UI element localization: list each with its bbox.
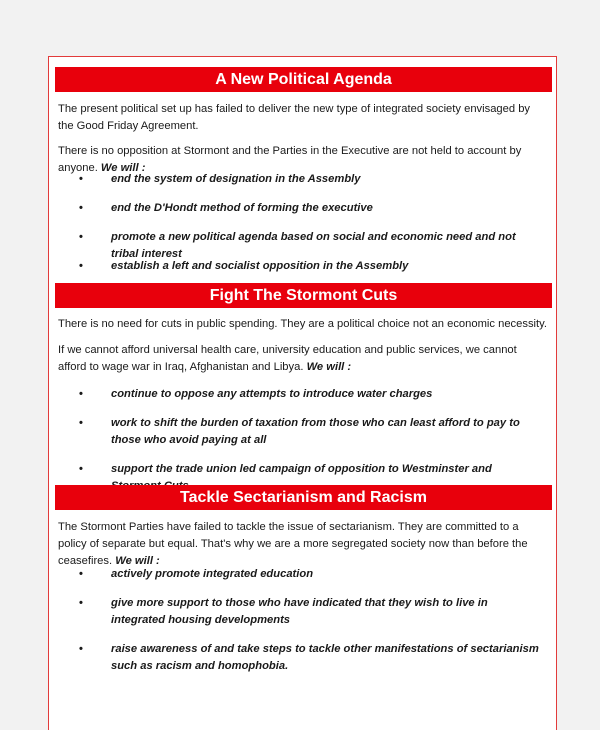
document-page [48, 56, 557, 730]
paragraph-text: The present political set up has failed to deliver the new type of integrated society envisaged by the Good Friday Agreement. [58, 103, 531, 132]
bullet-icon: • [79, 260, 83, 272]
bullet-icon: • [79, 202, 83, 214]
bullet-icon: • [79, 173, 83, 185]
section-header-stormont-cuts: Fight The Stormont Cuts [55, 283, 552, 308]
list-item-text: end the system of designation in the Assembly [111, 173, 361, 185]
bullet-icon: • [79, 597, 83, 609]
paragraph [58, 316, 548, 333]
bullet-icon: • [79, 388, 83, 400]
we-will-emphasis: We will : [115, 555, 160, 567]
bullet-icon: • [79, 463, 83, 475]
paragraph [58, 342, 548, 376]
paragraph [58, 101, 548, 135]
we-will-emphasis: We will [100, 162, 139, 174]
we-will-emphasis: We will [306, 361, 345, 373]
list-item-text: establish a left and socialist opposition in the Assembly [111, 260, 409, 272]
list-item-text: give more support to those who have indicated that they wish to live in integrated housing developments [111, 597, 488, 626]
list-item-text: continue to oppose any attempts to introduce water charges [111, 388, 433, 400]
list-item-text: end the D'Hondt method of forming the executive [111, 202, 373, 214]
bullet-icon: • [79, 643, 83, 655]
section-header-sectarianism: Tackle Sectarianism and Racism [55, 485, 552, 510]
paragraph-text: There is no opposition at Stormont and the Parties in the Executive are not held to account by anyone. [58, 145, 522, 174]
bullet-icon: • [79, 568, 83, 580]
paragraph-text: There is no need for cuts in public spending. They are a political choice not an economic necessity. [58, 318, 548, 330]
bullet-icon: • [79, 417, 83, 429]
bullet-icon: • [79, 231, 83, 243]
list-item-text: actively promote integrated education [111, 568, 314, 580]
section-header-political-agenda: A New Political Agenda [55, 67, 552, 92]
paragraph [58, 519, 548, 570]
list-item-text: raise awareness of and take steps to tackle other manifestations of sectarianism such as racism and homophobia. [111, 643, 539, 672]
paragraph-tail: : [344, 361, 352, 373]
list-item-text: work to shift the burden of taxation from those who can least afford to pay to those who avoid paying at all [111, 417, 520, 446]
paragraph-text: If we cannot afford universal health care, university education and public services, we cannot afford to wage war in Iraq, Afghanistan and Libya. [58, 344, 517, 373]
list-item-text: promote a new political agenda based on social and economic need and not tribal interest [111, 231, 516, 260]
paragraph-tail: : [138, 162, 146, 174]
paragraph-text: The Stormont Parties have failed to tackle the issue of sectarianism. They are committed to a policy of separate but equal. That's why we are a more segregated society now than before the ceasefires. [58, 521, 528, 567]
list-item-text: support the trade union led campaign of opposition to Westminster and [111, 463, 492, 475]
